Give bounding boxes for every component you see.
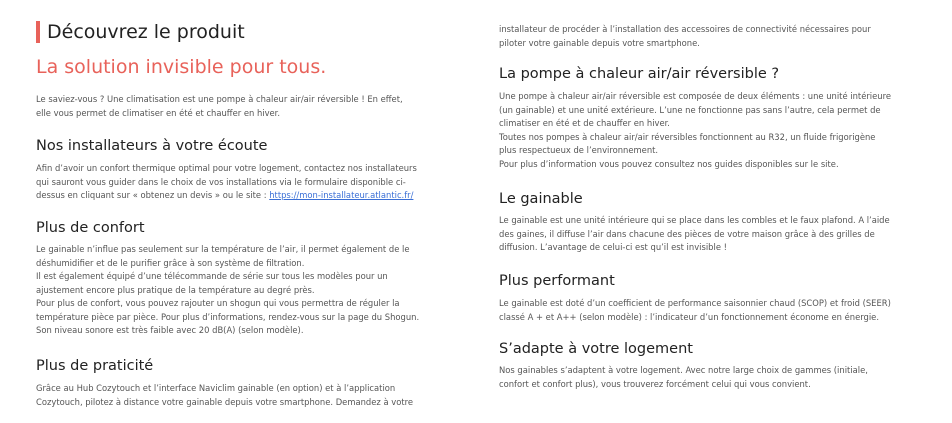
text-line: plus respectueux de l’environnement. bbox=[499, 145, 659, 155]
text-line: Le gainable est doté d’un coefficient de performance saisonnier chaud (SCOP) et froid (SEER) bbox=[499, 298, 891, 308]
heat-pump-paragraph bbox=[499, 90, 891, 171]
text-line bbox=[36, 189, 417, 203]
text-line: Afin d’avoir un confort thermique optimal pour votre logement, contactez nos installateurs bbox=[36, 163, 417, 173]
text-line: (un gainable) et une unité extérieure. L’une ne fonctionne pas sans l’autre, cela permet de bbox=[499, 104, 881, 115]
text-line: qui sauront vous guider dans le choix de vos installations via le formulaire disponible ci- bbox=[36, 176, 406, 187]
text-line: elle vous permet de climatiser en été et chauffer en hiver. bbox=[36, 107, 281, 118]
text-line: Le gainable n’influe pas seulement sur la température de l’air, il permet également de le bbox=[36, 244, 410, 254]
page-subtitle: La solution invisible pour tous. bbox=[36, 56, 327, 78]
text-line: Toutes nos pompes à chaleur air/air réversibles fonctionnent au R32, un fluide frigorigène bbox=[499, 131, 876, 142]
text-line: Le saviez-vous ? Une climatisation est une pompe à chaleur air/air réversible ! En effet, bbox=[36, 94, 403, 104]
comfort-heading: Plus de confort bbox=[36, 220, 145, 236]
text-line: Pour plus d’information vous pouvez consultez nos guides disponibles sur le site. bbox=[499, 158, 839, 169]
text-line: diffusion. L’avantage de celui-ci est qu’il est invisible ! bbox=[499, 242, 727, 252]
heat-pump-heading: La pompe à chaleur air/air réversible ? bbox=[499, 66, 780, 82]
intro-paragraph bbox=[36, 93, 403, 120]
text-line: Pour plus de confort, vous pouvez rajouter un shogun qui vous permettra de réguler la bbox=[36, 298, 400, 308]
text-line: déshumidifier et de le purifier grâce à son système de filtration. bbox=[36, 257, 305, 268]
text-line: Une pompe à chaleur air/air réversible est composée de deux éléments : une unité intérieure bbox=[499, 91, 891, 101]
practicality-heading: Plus de praticité bbox=[36, 358, 154, 374]
text-line: Son niveau sonore est très faible avec 20 dB(A) (selon modèle). bbox=[36, 325, 304, 335]
continuation-paragraph bbox=[499, 23, 871, 50]
installers-heading: Nos installateurs à votre écoute bbox=[36, 138, 268, 154]
text-line: confort et confort plus), vous trouverez forcément celui qui vous convient. bbox=[499, 378, 811, 389]
text-line: des gaines, il diffuse l’air dans chacune des pièces de votre maison grâce à des grilles de bbox=[499, 228, 875, 239]
text-line: Nos gainables s’adaptent à votre logement. Avec notre large choix de gammes (initiale, bbox=[499, 365, 868, 375]
link-prefix: dessus en cliquant sur « obtenez un devis » ou le site : bbox=[36, 190, 270, 200]
adapt-heading: S’adapte à votre logement bbox=[499, 341, 693, 357]
performance-heading: Plus performant bbox=[499, 273, 615, 289]
text-line: climatiser en été et de chauffer en hiver. bbox=[499, 118, 670, 128]
performance-paragraph bbox=[499, 297, 891, 324]
text-line: ajustement encore plus pratique de la température au degré près. bbox=[36, 284, 315, 295]
gainable-heading: Le gainable bbox=[499, 191, 583, 207]
text-line: installateur de procéder à l’installation des accessoires de connectivité nécessaires pour bbox=[499, 24, 871, 34]
text-line: Il est également équipé d’une télécommande de série sur tous les modèles pour un bbox=[36, 271, 388, 281]
text-line: classé A + et A++ (selon modèle) : l’indicateur d’un fonctionnement économe en énergie. bbox=[499, 311, 879, 322]
comfort-paragraph bbox=[36, 243, 419, 338]
gainable-paragraph bbox=[499, 214, 890, 255]
text-line: Grâce au Hub Cozytouch et l’interface Naviclim gainable (en option) et à l’application bbox=[36, 383, 396, 393]
installer-site-link[interactable]: https://mon-installateur.atlantic.fr/ bbox=[269, 190, 414, 200]
text-line: piloter votre gainable depuis votre smartphone. bbox=[499, 37, 700, 48]
installers-paragraph bbox=[36, 162, 417, 203]
page-title: Découvrez le produit bbox=[47, 21, 245, 43]
text-line: température pièce par pièce. Pour plus d’informations, rendez-vous sur la page du Shogun. bbox=[36, 311, 420, 322]
practicality-paragraph bbox=[36, 382, 413, 409]
text-line: Cozytouch, pilotez à distance votre gainable depuis votre smartphone. Demandez à votre bbox=[36, 396, 414, 407]
adapt-paragraph bbox=[499, 364, 868, 391]
page-title-block bbox=[36, 21, 245, 43]
text-line: Le gainable est une unité intérieure qui se place dans les combles et le faux plafond. A l’aide bbox=[499, 215, 890, 225]
